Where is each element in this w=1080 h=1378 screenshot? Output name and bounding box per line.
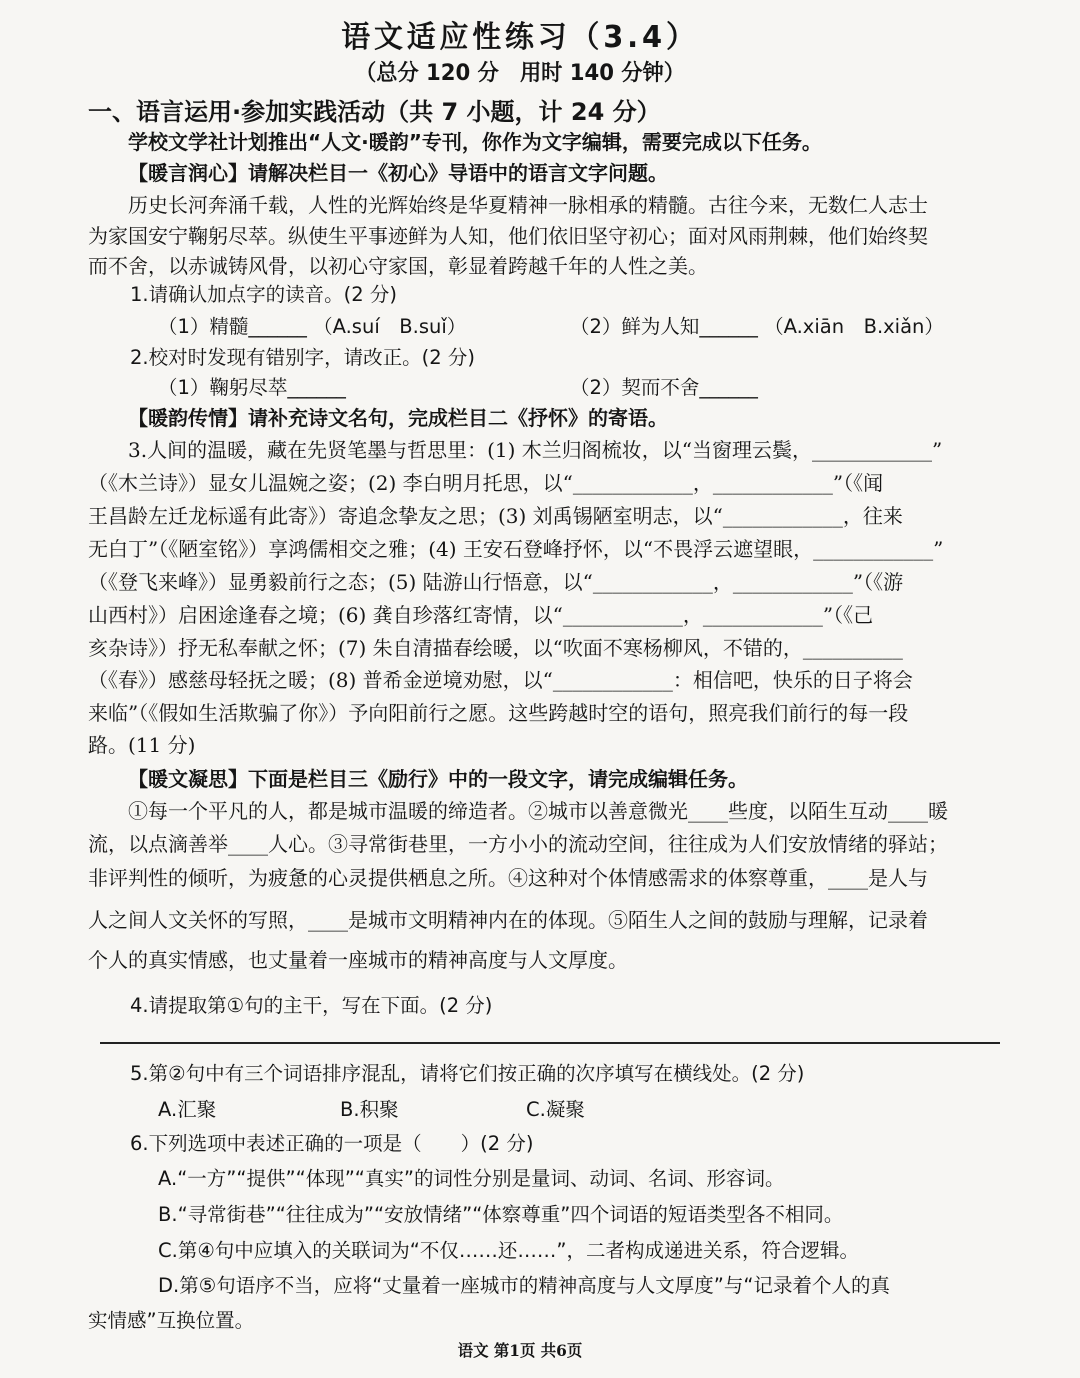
q6-option-d-cont: 实情感”互换位置。: [88, 1309, 255, 1332]
q4-stem: 4.请提取第①句的主干，写在下面。(2 分): [130, 994, 493, 1017]
part2-label: 【暖韵传情】请补充诗文名句，完成栏目二《抒怀》的寄语。: [128, 406, 668, 430]
q6-option-a: A.“一方”“提供”“体现”“真实”的词性分别是量词、动词、名词、形容词。: [158, 1167, 785, 1190]
q3-line[interactable]: （《木兰诗》）显女儿温婉之姿；(2) 李白明月托思，以“____________，____________”（《闻: [88, 471, 884, 495]
q4-answer-line[interactable]: [100, 1042, 1000, 1044]
passage1-line: 而不舍，以赤诚铸风骨，以初心守家国，彰显着跨越千年的人性之美。: [88, 254, 708, 278]
q3-line[interactable]: 亥杂诗》）抒无私奉献之怀；(7) 朱自清描春绘暖，以“吹面不寒杨柳风，不错的，__________: [88, 636, 903, 660]
q1-item-1[interactable]: （1）精髓______ （A.suí B.suǐ）: [158, 315, 467, 338]
page-title: 语文适应性练习（3.4）: [341, 20, 699, 55]
q2-stem: 2.校对时发现有错别字，请改正。(2 分): [130, 346, 475, 369]
q3-line[interactable]: 王昌龄左迁龙标遥有此寄》）寄追念挚友之思；(3) 刘禹锡陋室明志，以“____________，往来: [88, 504, 903, 528]
score-time-info: （总分 120 分 用时 140 分钟）: [355, 61, 685, 86]
q3-line[interactable]: 3.人间的温暖，藏在先贤笔墨与哲思里：(1) 木兰归阁梳妆，以“当窗理云鬓，____________”: [128, 438, 943, 462]
q3-line[interactable]: （《登飞来峰》）显勇毅前行之态；(5) 陆游山行悟意，以“____________，____________”（《游: [88, 570, 904, 594]
q6-option-b: B.“寻常街巷”“往往成为”“安放情绪”“体察尊重”四个词语的短语类型各不相同。: [158, 1203, 844, 1226]
q2-item-2[interactable]: （2）契而不舍______: [570, 376, 758, 399]
part3-label: 【暖文凝思】下面是栏目三《励行》中的一段文字，请完成编辑任务。: [128, 767, 748, 791]
q3-line[interactable]: 山西村》）启困途逢春之境；(6) 龚自珍落红寄情，以“____________，____________”（《己: [88, 603, 874, 627]
q5-option-a: A.汇聚: [158, 1098, 217, 1121]
passage3-line: 流，以点滴善举____人心。③寻常街巷里，一方小小的流动空间，往往成为人们安放情绪的驿站；: [88, 832, 948, 856]
q5-stem: 5.第②句中有三个词语排序混乱，请将它们按正确的次序填写在横线处。(2 分): [130, 1062, 805, 1085]
q6-stem[interactable]: 6.下列选项中表述正确的一项是（ ）(2 分): [130, 1132, 534, 1155]
passage3-line: ①每一个平凡的人，都是城市温暖的缔造者。②城市以善意微光____些度，以陌生互动____暖: [128, 799, 948, 823]
part1-label: 【暖言润心】请解决栏目一《初心》导语中的语言文字问题。: [128, 161, 668, 185]
q2-item-1[interactable]: （1）鞠躬尽萃______: [158, 376, 346, 399]
q5-option-b: B.积聚: [340, 1098, 399, 1121]
passage1-line: 为家国安宁鞠躬尽萃。纵使生平事迹鲜为人知，他们依旧坚守初心；面对风雨荆棘，他们始终契: [88, 224, 928, 248]
q3-line[interactable]: （《春》）感慈母轻抚之暖；(8) 普希金逆境劝慰，以“____________：相信吧，快乐的日子将会: [88, 668, 913, 692]
q6-option-d: D.第⑤句语序不当，应将“丈量着一座城市的精神高度与人文厚度”与“记录着个人的真: [158, 1274, 891, 1297]
q3-line[interactable]: 无白丁”（《陋室铭》）享鸿儒相交之雅；(4) 王安石登峰抒怀，以“不畏浮云遮望眼，____________”: [88, 537, 944, 561]
passage3-line: 非评判性的倾听，为疲惫的心灵提供栖息之所。④这种对个体情感需求的体察尊重，____是人与: [88, 866, 928, 890]
section-heading: 一、语言运用·参加实践活动（共 7 小题，计 24 分）: [88, 98, 661, 126]
section-intro: 学校文学社计划推出“人文·暖韵”专刊，你作为文字编辑，需要完成以下任务。: [128, 130, 822, 154]
q3-line[interactable]: 来临”（《假如生活欺骗了你》）予向阳前行之愿。这些跨越时空的语句，照亮我们前行的每一段: [88, 701, 909, 725]
page-footer: 语文 第1页 共6页: [457, 1341, 583, 1360]
q3-line: 路。(11 分): [88, 733, 196, 757]
q1-item-2[interactable]: （2）鲜为人知______ （A.xiān B.xiǎn）: [570, 315, 944, 338]
q6-option-c: C.第④句中应填入的关联词为“不仅……还……”，二者构成递进关系，符合逻辑。: [158, 1239, 860, 1262]
passage3-line: 人之间人文关怀的写照，____是城市文明精神内在的体现。⑤陌生人之间的鼓励与理解，记录着: [88, 908, 928, 932]
passage3-line: 个人的真实情感，也丈量着一座城市的精神高度与人文厚度。: [88, 948, 628, 972]
passage1-line: 历史长河奔涌千载，人性的光辉始终是华夏精神一脉相承的精髓。古往今来，无数仁人志士: [128, 193, 928, 217]
q5-option-c: C.凝聚: [526, 1098, 585, 1121]
q1-stem: 1.请确认加点字的读音。(2 分): [130, 283, 397, 306]
